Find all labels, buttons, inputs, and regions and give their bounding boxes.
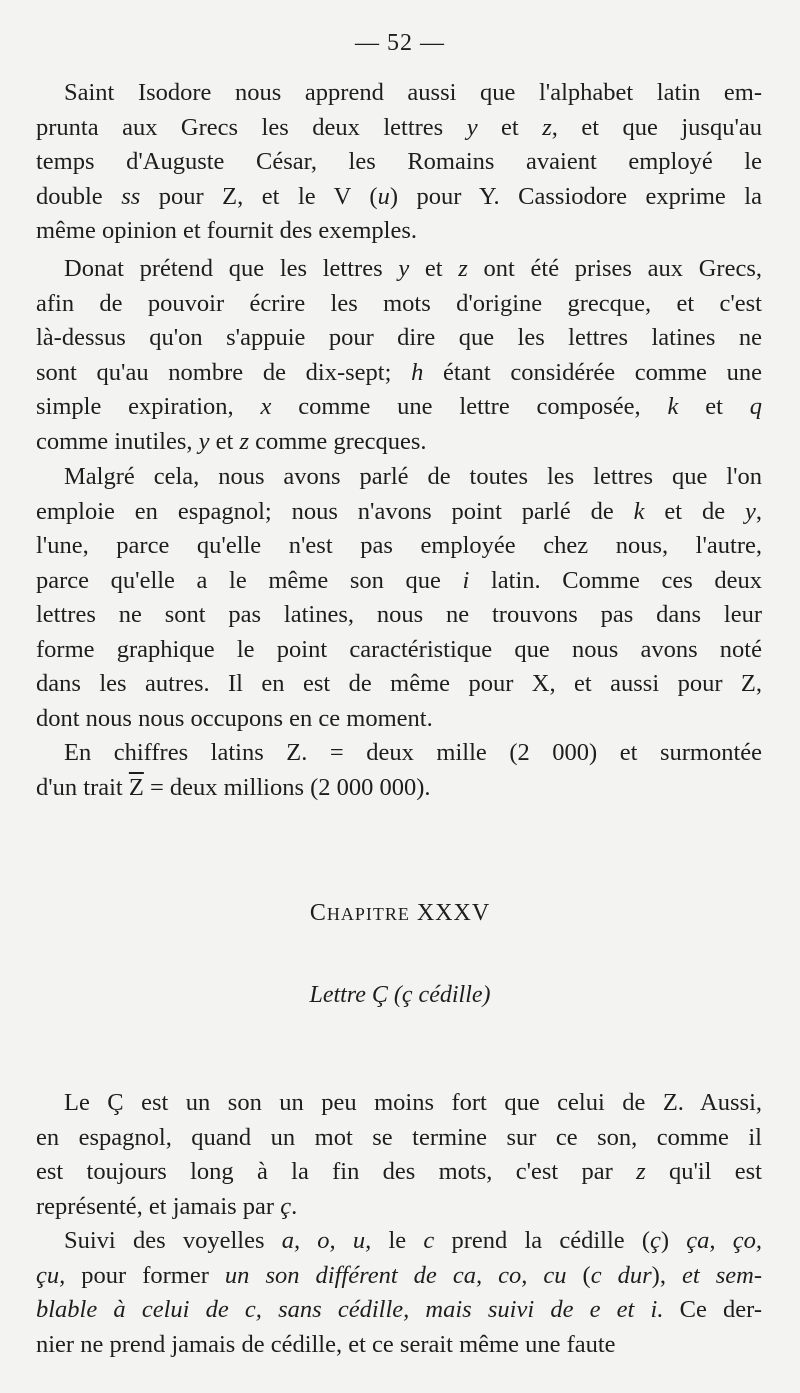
paragraph	[36, 76, 762, 249]
text-line: temps d'Auguste César, les Romains avaient employé le	[36, 148, 762, 175]
text-line: double ss pour Z, et le V (u) pour Y. Cassiodore exprime la	[36, 182, 762, 210]
text-line: En chiffres latins Z. = deux mille (2 000) et surmontée	[64, 739, 762, 766]
chapter-subtitle: Lettre Ç (ç cédille)	[309, 982, 491, 1008]
chapter-smallcaps: HAPITRE	[326, 904, 410, 924]
paragraph	[36, 1086, 762, 1224]
paragraph	[36, 460, 762, 736]
text-line: dont nous nous occupons en ce moment.	[36, 704, 433, 732]
text-line: lettres ne sont pas latines, nous ne trouvons pas dans leur	[36, 601, 762, 628]
paragraph	[36, 1224, 762, 1362]
text-line: là-dessus qu'on s'appuie pour dire que les lettres latines ne	[36, 324, 762, 351]
paragraph	[36, 736, 762, 805]
text-line: Donat prétend que les lettres y et z ont été prises aux Grecs,	[64, 255, 762, 282]
text-line: çu, pour former un son différent de ca, co, cu (c dur), et sem-	[36, 1261, 762, 1289]
text-line: représenté, et jamais par ç.	[36, 1192, 298, 1220]
text-line: blable à celui de c, sans cédille, mais suivi de e et i. Ce der-	[36, 1296, 762, 1323]
text-line: dans les autres. Il en est de même pour X, et aussi pour Z,	[36, 670, 762, 697]
text-line: Suivi des voyelles a, o, u, le c prend la cédille (ç) ça, ço,	[64, 1227, 763, 1254]
text-line: emploie en espagnol; nous n'avons point parlé de k et de y,	[36, 497, 762, 525]
chapter-prefix: C	[309, 900, 327, 926]
text-line: Le Ç est un son un peu moins fort que celui de Z. Aussi,	[64, 1089, 762, 1116]
text-line: simple expiration, x comme une lettre composée, k et q	[36, 393, 762, 420]
text-line: est toujours long à la fin des mots, c'est par z qu'il est	[36, 1158, 762, 1185]
text-line: Malgré cela, nous avons parlé de toutes les lettres que l'on	[64, 463, 762, 490]
paragraph	[36, 252, 762, 459]
text-line: prunta aux Grecs les deux lettres y et z, et que jusqu'au	[36, 113, 762, 141]
text-line: parce qu'elle a le même son que i latin. Comme ces deux	[36, 566, 762, 594]
text-line: l'une, parce qu'elle n'est pas employée chez nous, l'autre,	[36, 532, 762, 559]
text-line: nier ne prend jamais de cédille, et ce serait même une faute	[36, 1330, 616, 1358]
text-line: forme graphique le point caractéristique que nous avons noté	[36, 635, 762, 663]
text-line: comme inutiles, y et z comme grecques.	[36, 427, 427, 455]
text-line: Saint Isodore nous apprend aussi que l'alphabet latin em-	[64, 79, 762, 106]
chapter-heading	[0, 900, 800, 927]
page-number: — 52 —	[355, 30, 445, 56]
text-line: sont qu'au nombre de dix-sept; h étant considérée comme une	[36, 358, 762, 386]
text-line: afin de pouvoir écrire les mots d'origine grecque, et c'est	[36, 289, 762, 317]
chapter-number: XXXV	[416, 900, 491, 926]
text-line: en espagnol, quand un mot se termine sur ce son, comme il	[36, 1123, 762, 1151]
text-line: d'un trait $\overline{Z}$ = deux millions (2 000 000).	[36, 773, 431, 801]
text-line: même opinion et fournit des exemples.	[36, 217, 418, 244]
